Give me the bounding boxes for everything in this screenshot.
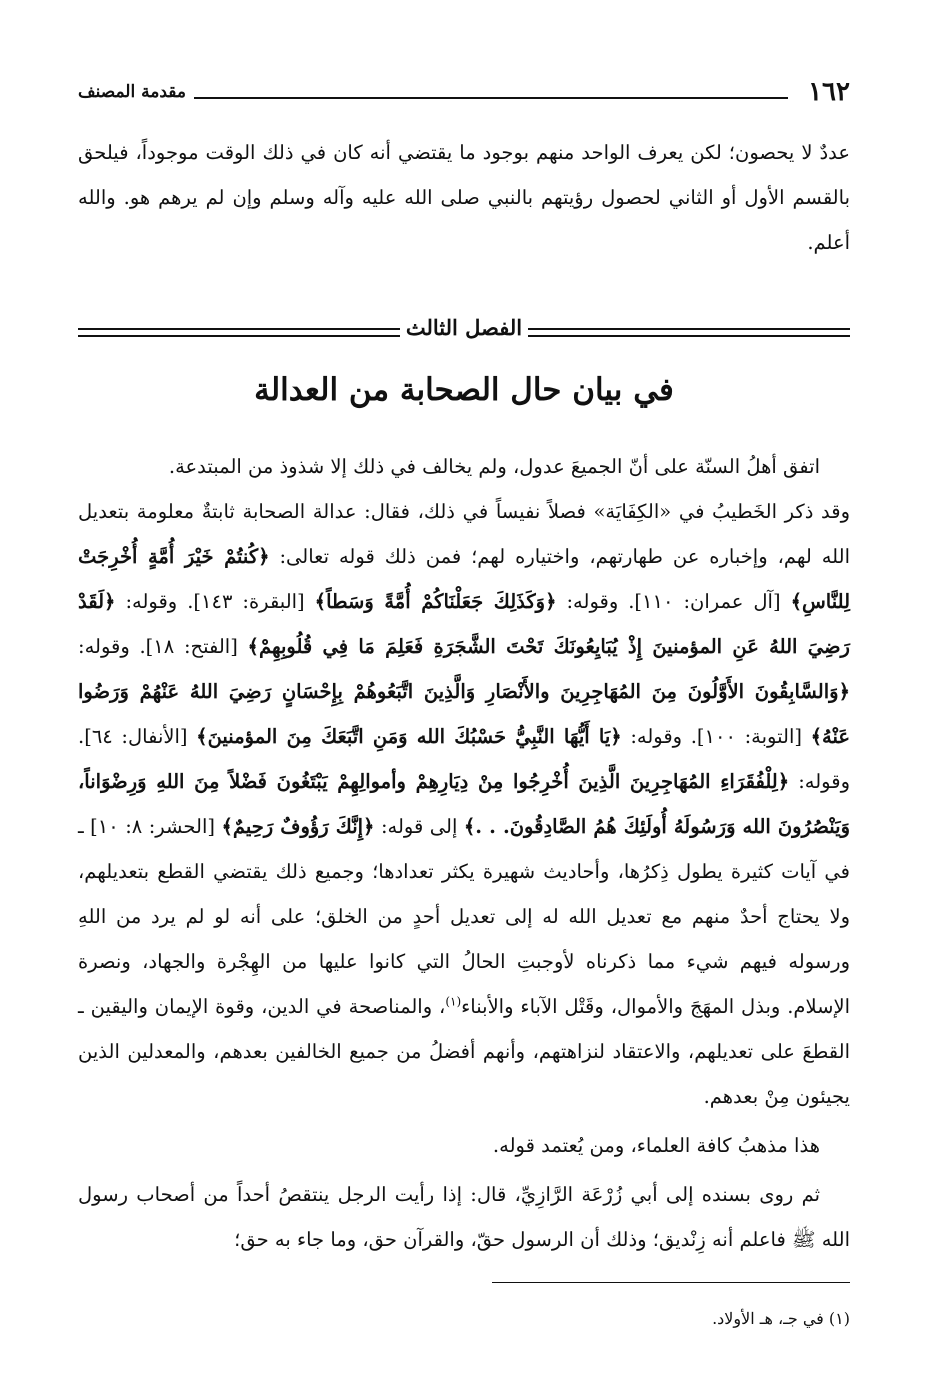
quran-verse-1: ﴿كُنتُمْ خَيْرَ أُمَّةٍ أُخْرِجَتْ لِلنَّاسِ﴾ bbox=[78, 545, 851, 613]
header-rule bbox=[194, 97, 788, 99]
quran-verse-5: ﴿يَا أَيُّهَا النَّبِيُّ حَسْبُكَ الله وَمَنِ اتَّبَعَكَ مِنَ المؤمنينَ﴾ bbox=[196, 725, 622, 748]
ref-2: [البقرة: ١٤٣]. وقوله: bbox=[115, 590, 315, 613]
running-title: مقدمة المصنف bbox=[78, 82, 186, 102]
ref-3: [الفتح: ١٨]. وقوله: bbox=[78, 635, 248, 658]
footnote-divider bbox=[492, 1282, 850, 1283]
p2-text-c: ، والمناصحة في الدين، وقوة الإيمان واليقين ـ القطعَ على تعديلهم، والاعتقاد لنزاهتهم، وأنهم أفضلُ من جميع الخالفين بعدهم، والمعدلين الذين يجيئون مِنْ بعدهم. bbox=[78, 995, 850, 1108]
ref-5: [الأنفال: ٦٤]. وقوله: bbox=[78, 725, 850, 793]
chapter-label: الفصل الثالث bbox=[405, 314, 523, 340]
main-body bbox=[78, 444, 850, 1262]
paragraph-1: اتفق أهلُ السنّة على أنّ الجميعَ عدول، ولم يخالف في ذلك إلا شذوذ من المبتدعة. bbox=[168, 455, 820, 478]
section-title: في بيان حال الصحابة من العدالة bbox=[254, 372, 674, 408]
paragraph-3: هذا مذهبُ كافة العلماء، ومن يُعتمد قوله. bbox=[492, 1134, 820, 1157]
footnote-marker[interactable]: (١) bbox=[445, 994, 462, 1009]
footnote: (١) في جـ، هـ الأولاد. bbox=[712, 1309, 850, 1328]
paragraph-4: ثم روى بسنده إلى أبي زُرْعَة الرَّازِيِّ، قال: إذا رأيت الرجل ينتقصُ أحداً من أصحاب رسول الله ﷺ فاعلم أنه زِنْديق؛ وذلك أن الرسول حقّ، والقرآن حق، وما جاء به حق؛ bbox=[78, 1183, 850, 1251]
ref-4: [التوبة: ١٠٠]. وقوله: bbox=[621, 725, 811, 748]
intro-paragraph: عددٌ لا يحصون؛ لكن يعرف الواحد منهم بوجود ما يقتضي أنه كان في ذلك الوقت موجوداً، فيلحق بالقسم الأول أو الثاني لحصول رؤيتهم بالنبي صلى الله عليه وآله وسلم وإن لم يرهم هو. والله أعلم. bbox=[78, 141, 850, 254]
p2-text-b: [الحشر: ٨: ١٠] ـ في آيات كثيرة يطول ذِكرُها، وأحاديث شهيرة يكثر تعدادها؛ وجميع ذلك يقتضي القطع بتعديلهم، ولا يحتاج أحدٌ منهم مع تعديل الله له إلى تعديل أحدٍ من الخلق؛ على أنه لو لم يرد من اللهِ ورسوله فيهم شيء مما ذكرناه لأوجبتِ الحالُ التي كانوا عليها من الهِجْرة والجهاد، ونصرة الإسلام. وبذل المهَجَ والأموال، وقَتْل الآباء والأبناء bbox=[78, 815, 850, 1018]
paragraph-2 bbox=[78, 489, 850, 1119]
quran-verse-4: ﴿وَالسَّابِقُونَ الأَوَّلُونَ مِنَ المُهَاجِرِينَ والأَنْصَارِ وَالَّذِينَ اتَّبَعُوهُمْ بِإِحْسَانٍ رَضِيَ اللهُ عَنْهُمْ وَرَضُوا عَنْهُ﴾ bbox=[78, 680, 851, 748]
intro-paragraph-block bbox=[78, 130, 850, 265]
chapter-rule-right bbox=[528, 328, 850, 337]
quran-verse-6: ﴿لِلْفُقَرَاءِ المُهَاجِرِينَ الَّذِينَ أُخْرِجُوا مِنْ دِيَارِهِمْ وأموالِهِمْ يَبْتَغُونَ فَضْلاً مِنَ اللهِ وَرِضْوَاناً، وَيَنْصُرُونَ الله وَرَسُولَهُ أُولَئِكَ هُمُ الصَّادِقُونَ. . .﴾ bbox=[78, 770, 850, 838]
quran-verse-7: ﴿إِنَّكَ رَؤُوفٌ رَحِيمٌ﴾ bbox=[221, 815, 375, 838]
chapter-heading bbox=[78, 312, 850, 342]
quran-verse-2: ﴿وَكَذَلِكَ جَعَلْنَاكُمْ أُمَّةً وَسَطاً﴾ bbox=[314, 590, 557, 613]
ref-6: إلى قوله: bbox=[374, 815, 464, 838]
page-number: ١٦٢ bbox=[808, 77, 850, 107]
ref-1: [آل عمران: ١١٠]. وقوله: bbox=[556, 590, 791, 613]
p2-text-a: وقد ذكر الخَطيبُ في «الكِفَايَة» فصلاً نفيساً في ذلك، فقال: عدالة الصحابة ثابتةٌ معلومة بتعديل الله لهم، وإخباره عن طهارتهم، واختياره لهم؛ فمن ذلك قوله تعالى: bbox=[78, 500, 850, 568]
quran-verse-3: ﴿لَقَدْ رَضِيَ اللهُ عَنِ المؤمنينَ إِذْ يُبَايِعُونَكَ تَحْتَ الشَّجَرَةِ فَعَلِمَ مَا فِي قُلُوبِهِمْ﴾ bbox=[78, 590, 850, 658]
page-header bbox=[78, 74, 850, 110]
chapter-rule-left bbox=[78, 328, 400, 337]
